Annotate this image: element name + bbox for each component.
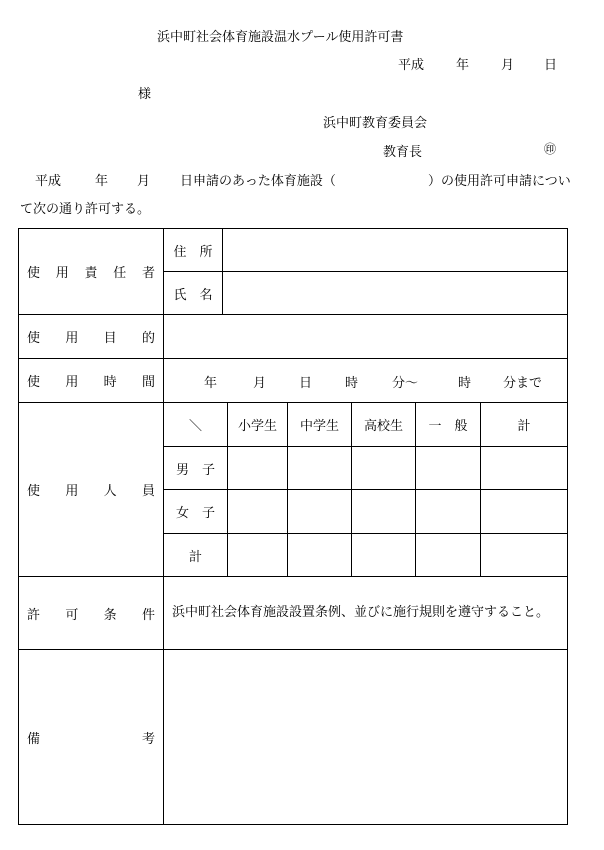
users-label xyxy=(19,403,164,577)
users-cell[interactable] xyxy=(416,447,481,490)
col-high-school: 高校生 xyxy=(352,403,416,447)
time-hour-end: 時 xyxy=(458,376,472,391)
statement-part1: 日申請のあった体育施設（ xyxy=(180,174,336,189)
address-label: 住 所 xyxy=(164,229,223,272)
time-year: 年 xyxy=(204,376,218,391)
purpose-field[interactable] xyxy=(164,315,568,359)
statement-line2: て次の通り許可する。 xyxy=(20,202,151,217)
label-char: 目 xyxy=(103,331,117,346)
remarks-label xyxy=(19,650,164,825)
date-year: 年 xyxy=(456,58,470,73)
row-male: 男 子 xyxy=(164,447,228,490)
users-cell[interactable] xyxy=(352,447,416,490)
label-char: 用 xyxy=(55,266,69,281)
row-total: 計 xyxy=(164,534,228,577)
date-month: 月 xyxy=(501,58,515,73)
users-label-text xyxy=(27,480,155,499)
time-label-text xyxy=(27,371,155,390)
name-label: 氏 名 xyxy=(164,272,223,315)
name-field[interactable] xyxy=(223,272,568,315)
users-cell[interactable] xyxy=(481,490,568,534)
label-char: 的 xyxy=(141,331,155,346)
conditions-label-text xyxy=(27,604,155,623)
label-char: 使 xyxy=(27,266,41,281)
date-day: 日 xyxy=(544,58,558,73)
users-cell[interactable] xyxy=(416,534,481,577)
label-char: 許 xyxy=(27,607,41,623)
users-cell[interactable] xyxy=(288,534,352,577)
date-era: 平成 xyxy=(398,58,425,73)
label-char: 者 xyxy=(141,266,155,281)
label-char: 用 xyxy=(65,331,79,346)
seal-mark: ㊞ xyxy=(544,142,557,156)
label-char: 時 xyxy=(103,375,117,390)
permit-form-table xyxy=(18,228,568,825)
label-char: 使 xyxy=(27,331,41,346)
users-cell[interactable] xyxy=(228,534,288,577)
label-char: 任 xyxy=(113,266,127,281)
label-char: 使 xyxy=(27,375,41,390)
document-title: 浜中町社会体育施設温水プール使用許可書 xyxy=(157,30,404,45)
responsible-label xyxy=(19,229,164,315)
statement-month: 月 xyxy=(137,174,151,189)
users-cell[interactable] xyxy=(352,534,416,577)
statement-part2: ）の使用許可申請につい xyxy=(428,174,571,189)
time-label xyxy=(19,359,164,403)
addressee-suffix: 様 xyxy=(138,87,152,102)
time-field[interactable] xyxy=(164,359,568,403)
col-general: 一 般 xyxy=(416,403,481,447)
purpose-label xyxy=(19,315,164,359)
time-minute-to: 分まで xyxy=(503,376,543,391)
label-char: 備 xyxy=(27,731,41,747)
label-char: 用 xyxy=(65,375,79,390)
issuer-org: 浜中町教育委員会 xyxy=(323,116,428,131)
users-cell[interactable] xyxy=(481,534,568,577)
label-char: 間 xyxy=(141,375,155,390)
time-minute-from: 分～ xyxy=(392,376,419,391)
issuer-position: 教育長 xyxy=(383,145,423,160)
label-char: 考 xyxy=(141,731,155,747)
users-cell[interactable] xyxy=(228,447,288,490)
users-cell[interactable] xyxy=(416,490,481,534)
col-elementary: 小学生 xyxy=(228,403,288,447)
remarks-label-text xyxy=(27,728,155,747)
label-char: 員 xyxy=(141,484,155,499)
remarks-field[interactable] xyxy=(164,650,568,825)
col-junior-high: 中学生 xyxy=(288,403,352,447)
time-month: 月 xyxy=(253,376,267,391)
address-field[interactable] xyxy=(223,229,568,272)
users-cell[interactable] xyxy=(288,490,352,534)
time-hour: 時 xyxy=(345,376,359,391)
col-total: 計 xyxy=(481,403,568,447)
conditions-text: 浜中町社会体育施設設置条例、並びに施行規則を遵守すること。 xyxy=(164,577,568,650)
label-char: 使 xyxy=(27,484,41,499)
row-female: 女 子 xyxy=(164,490,228,534)
label-char: 条 xyxy=(103,607,117,623)
responsible-label-text xyxy=(27,262,155,281)
label-char: 用 xyxy=(65,484,79,499)
purpose-label-text xyxy=(27,327,155,346)
users-cell[interactable] xyxy=(288,447,352,490)
users-cell[interactable] xyxy=(352,490,416,534)
users-cell[interactable] xyxy=(481,447,568,490)
label-char: 可 xyxy=(65,607,79,623)
statement-era: 平成 xyxy=(35,174,62,189)
time-day: 日 xyxy=(299,376,313,391)
label-char: 人 xyxy=(103,484,117,499)
statement-year: 年 xyxy=(95,174,109,189)
users-cell[interactable] xyxy=(228,490,288,534)
conditions-label xyxy=(19,577,164,650)
label-char: 責 xyxy=(84,266,98,281)
label-char: 件 xyxy=(141,607,155,623)
users-corner: ＼ xyxy=(164,403,228,447)
